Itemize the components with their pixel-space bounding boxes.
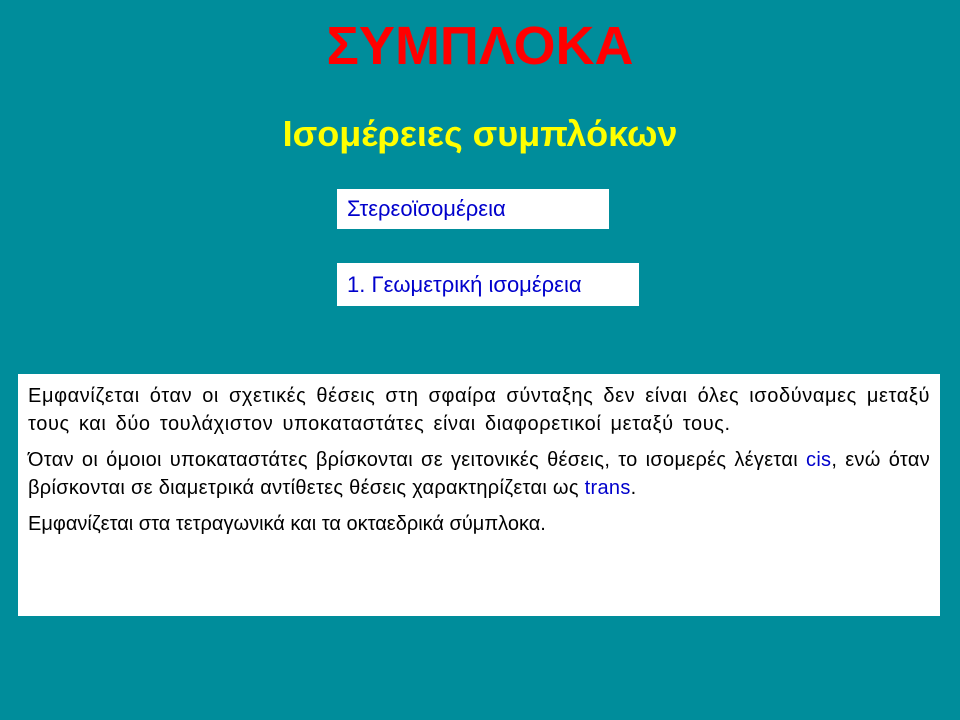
slide-subtitle: Ισομέρειες συμπλόκων	[282, 113, 678, 154]
section-label: Στερεοϊσομέρεια	[347, 196, 506, 221]
paragraph-occurrence: Εμφανίζεται στα τετραγωνικά και τα οκταεδρικά σύμπλοκα.	[28, 513, 546, 535]
paragraph-cis-trans-part2: , ενώ όταν βρίσκονται σε διαμετρικά αντίθετες θέσεις χαρακτηρίζεται ως	[28, 449, 930, 499]
term-trans: trans	[584, 477, 631, 499]
paragraph-cis-trans-part1: Όταν οι όμοιοι υποκαταστάτες βρίσκονται σε γειτονικές θέσεις, το ισομερές λέγεται	[28, 449, 807, 471]
subsection-label-box	[337, 263, 639, 306]
section-label-box	[337, 189, 609, 229]
paragraph-cis-trans	[28, 446, 930, 502]
paragraph-definition: Εμφανίζεται όταν οι σχετικές θέσεις στη σφαίρα σύνταξης δεν είναι όλες ισοδύναμες μεταξύ τους και δύο τουλάχιστον υποκαταστάτες είναι διαφορετικοί μεταξύ τους.	[28, 385, 930, 435]
slide-title: ΣΥΜΠΛΟΚΑ	[326, 16, 634, 76]
term-cis: cis	[806, 449, 832, 471]
paragraph-cis-trans-part3: .	[630, 477, 637, 499]
content-box	[18, 374, 940, 616]
subsection-label: 1. Γεωμετρική ισομέρεια	[347, 272, 582, 297]
